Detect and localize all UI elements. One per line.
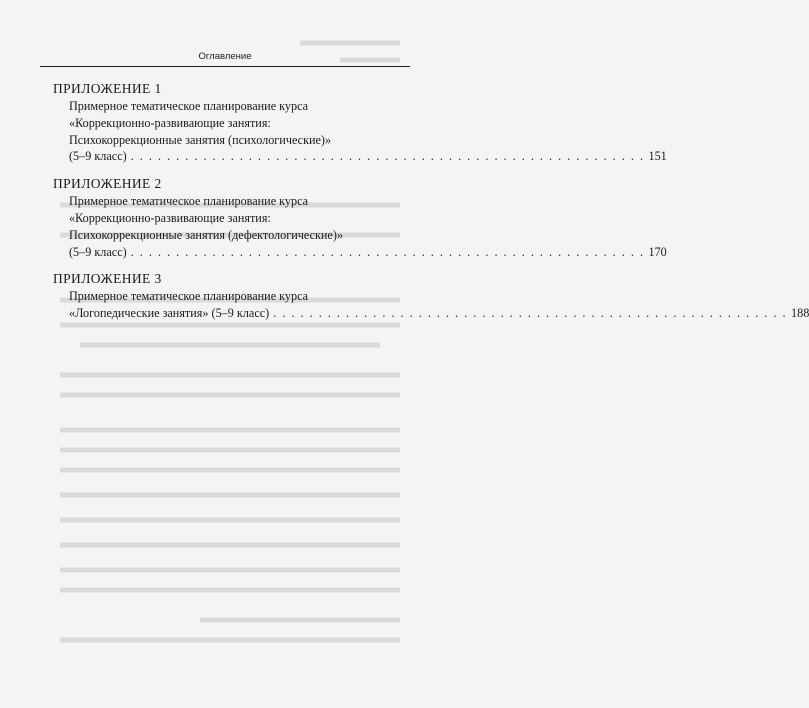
toc-entry-appendix-1: [53, 80, 667, 165]
toc-leader-line: [69, 305, 809, 322]
description-line: Примерное тематическое планирование курса: [69, 194, 309, 209]
description-line: «Коррекционно-развивающие занятия:: [69, 115, 271, 130]
table-of-contents: [53, 80, 809, 332]
description-line: Психокоррекционные занятия (психологические)»: [69, 132, 332, 147]
appendix-heading: ПРИЛОЖЕНИЕ 2: [53, 176, 162, 192]
appendix-description: [53, 288, 809, 322]
description-line: Примерное тематическое планирование курса: [69, 289, 309, 304]
description-line: «Логопедические занятия» (5–9 класс): [69, 306, 270, 321]
page-header: [0, 44, 450, 68]
description-line: «Коррекционно-развивающие занятия:: [69, 210, 271, 225]
page-number: 151: [648, 149, 667, 164]
appendix-description: [53, 193, 667, 260]
leader-dots: . . . . . . . . . . . . . . . . . . . . . . . . . . . . . . . . . . . . . . . . . . . . . . . . . . . . . . . . .: [130, 149, 645, 164]
appendix-heading: ПРИЛОЖЕНИЕ 1: [53, 81, 162, 96]
toc-leader-line: [69, 244, 667, 261]
toc-entry-appendix-2: [53, 175, 667, 260]
appendix-heading: ПРИЛОЖЕНИЕ 3: [53, 271, 162, 287]
leader-dots: . . . . . . . . . . . . . . . . . . . . . . . . . . . . . . . . . . . . . . . . . . . . . . . . . . . . . . . . .: [273, 306, 788, 321]
description-line: (5–9 класс): [69, 149, 127, 164]
description-line: (5–9 класс): [69, 244, 127, 259]
page-number: 170: [648, 244, 667, 259]
running-header-title: Оглавление: [198, 51, 252, 62]
toc-leader-line: [69, 148, 667, 165]
page-number: 188: [791, 306, 809, 321]
appendix-description: [53, 98, 667, 165]
description-line: Примерное тематическое планирование курса: [69, 99, 309, 113]
description-line: Психокоррекционные занятия (дефектологические)»: [69, 227, 343, 242]
toc-entry-appendix-3: [53, 270, 809, 322]
leader-dots: . . . . . . . . . . . . . . . . . . . . . . . . . . . . . . . . . . . . . . . . . . . . . . . . . . . . . . . . .: [130, 244, 645, 259]
header-rule: [40, 66, 410, 67]
